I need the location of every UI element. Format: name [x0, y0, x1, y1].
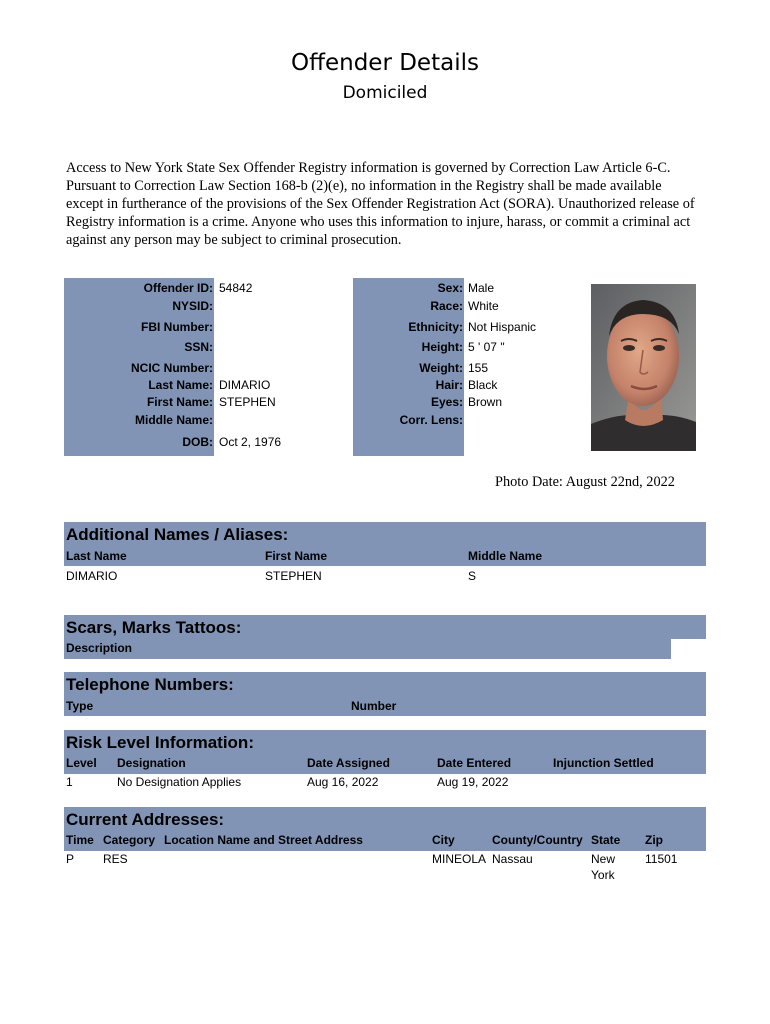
offender-photo-image [591, 284, 696, 451]
telephone-title: Telephone Numbers: [66, 675, 234, 694]
addresses-col-location: Location Name and Street Address [164, 833, 363, 847]
address-zip: 11501 [645, 852, 678, 866]
legal-notice: Access to New York State Sex Offender Registry information is governed by Correction Law Article 6-C. Pursuant to Correction Law Section 168-b (2)(e), no information in the Registry shall be made available except in furtherance of the provisions of the Sex Offender Registration Act (SORA). Unauthorized release of Registry information is a crime. Anyone who uses this information to injure, harass, or commit a criminal act against any person may be subject to criminal prosecution. [66, 160, 695, 248]
middle-name-label: Middle Name: [134, 413, 213, 427]
addresses-col-county: County/Country [492, 833, 583, 847]
photo-date: Photo Date: August 22nd, 2022 [495, 474, 675, 490]
scars-title: Scars, Marks Tattoos: [66, 618, 242, 637]
weight-value: 155 [468, 361, 489, 375]
address-city: MINEOLA [432, 852, 487, 866]
first-name-label: First Name: [146, 395, 213, 409]
risk-date-entered: Aug 19, 2022 [437, 775, 509, 789]
addresses-col-state: State [591, 833, 621, 847]
hair-label: Hair: [435, 378, 463, 392]
scars-column-header [64, 639, 671, 659]
addresses-col-zip: Zip [645, 833, 663, 847]
offender-id-label: Offender ID: [143, 281, 213, 295]
aliases-section-header [64, 522, 706, 566]
eyes-value: Brown [468, 395, 503, 409]
race-label: Race: [430, 299, 463, 313]
address-county: Nassau [492, 852, 533, 866]
scars-col-description: Description [66, 641, 133, 655]
address-category: RES [103, 852, 128, 866]
height-value: 5 ' 07 " [468, 340, 505, 354]
risk-title: Risk Level Information: [66, 733, 254, 752]
telephone-col-type: Type [66, 699, 94, 713]
race-value: White [468, 299, 499, 313]
risk-col-designation: Designation [117, 756, 186, 770]
last-name-label: Last Name: [148, 378, 213, 392]
risk-section-header [64, 730, 706, 774]
aliases-col-first-name: First Name [265, 549, 328, 563]
weight-label: Weight: [419, 361, 463, 375]
addresses-title: Current Addresses: [66, 810, 225, 829]
page-title: Offender Details [291, 50, 479, 76]
risk-col-date-entered: Date Entered [437, 756, 512, 770]
nysid-label: NYSID: [172, 299, 213, 313]
addresses-col-city: City [432, 833, 455, 847]
ethnicity-label: Ethnicity: [408, 320, 463, 334]
last-name-value: DIMARIO [219, 378, 271, 392]
alias-first-name: STEPHEN [265, 569, 322, 583]
ncic-number-label: NCIC Number: [130, 361, 213, 375]
offender-photo [591, 284, 696, 451]
aliases-col-middle-name: Middle Name [468, 549, 543, 563]
dob-value: Oct 2, 1976 [219, 435, 282, 449]
aliases-col-last-name: Last Name [66, 549, 127, 563]
alias-last-name: DIMARIO [66, 569, 118, 583]
alias-middle-name: S [468, 569, 477, 583]
corr-lens-label: Corr. Lens: [399, 413, 463, 427]
page-subtitle: Domiciled [342, 83, 428, 103]
height-label: Height: [421, 340, 463, 354]
sex-label: Sex: [437, 281, 463, 295]
offender-id-value: 54842 [219, 281, 253, 295]
addresses-col-time: Time [66, 833, 94, 847]
address-time: P [66, 852, 75, 866]
risk-col-injunction-settled: Injunction Settled [553, 756, 654, 770]
aliases-title: Additional Names / Aliases: [66, 525, 289, 544]
scars-section-header [64, 615, 706, 639]
telephone-section-header [64, 672, 706, 716]
risk-level: 1 [66, 775, 73, 789]
risk-col-date-assigned: Date Assigned [307, 756, 390, 770]
fbi-number-label: FBI Number: [141, 320, 213, 334]
ssn-label: SSN: [184, 340, 213, 354]
risk-col-level: Level [66, 756, 97, 770]
risk-date-assigned: Aug 16, 2022 [307, 775, 379, 789]
addresses-col-category: Category [103, 833, 156, 847]
dob-label: DOB: [182, 435, 213, 449]
address-state: New York [591, 852, 616, 882]
addresses-section-header [64, 807, 706, 851]
hair-value: Black [468, 378, 498, 392]
ethnicity-value: Not Hispanic [468, 320, 537, 334]
eyes-label: Eyes: [430, 395, 463, 409]
telephone-col-number: Number [351, 699, 397, 713]
first-name-value: STEPHEN [219, 395, 276, 409]
risk-designation: No Designation Applies [117, 775, 242, 789]
sex-value: Male [468, 281, 495, 295]
